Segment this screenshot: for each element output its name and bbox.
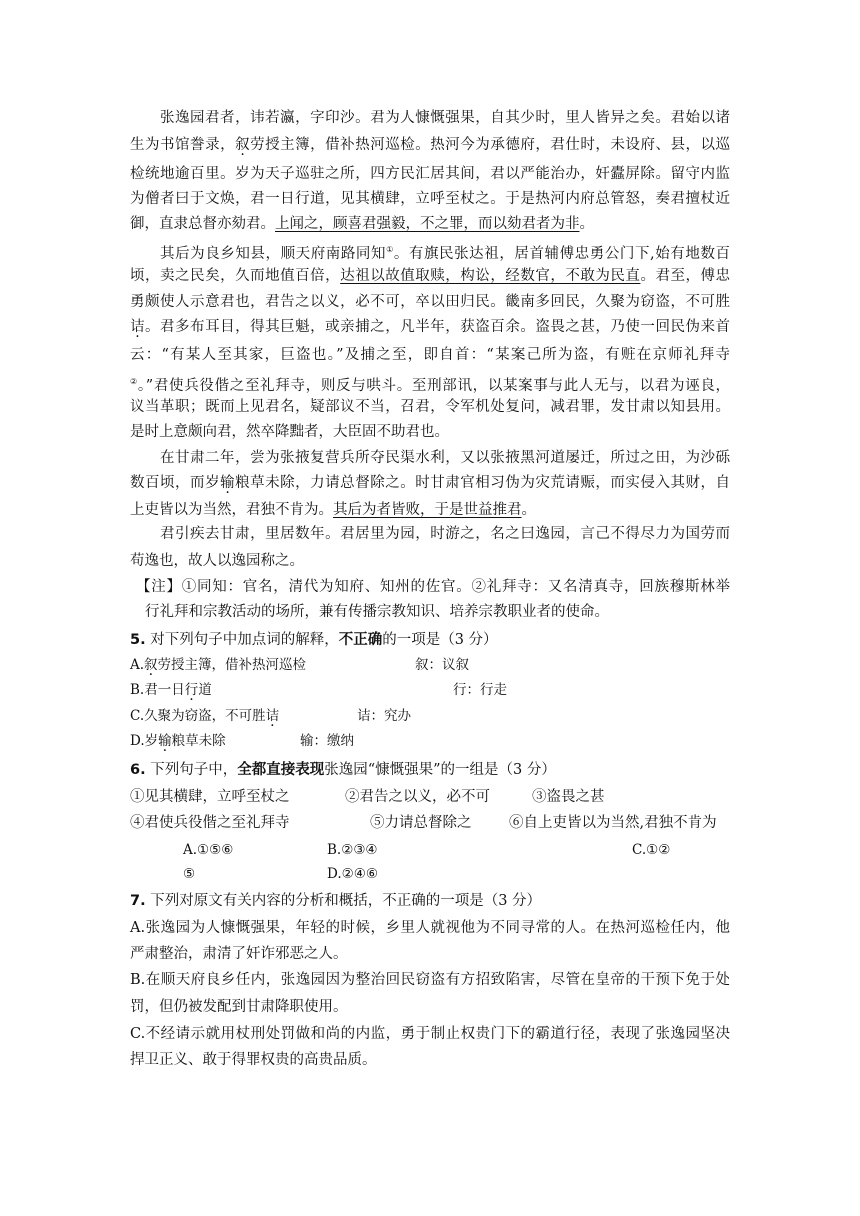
dotted-word: 叙 [235,137,251,153]
question-6-item: ⑥自上吏皆以为当然,君独不肯为 [509,815,717,831]
dotted-word: 行 [184,682,199,698]
dotted-word: 输 [220,475,236,491]
dotted-word: 输 [158,733,172,749]
footnote-marker: ② [130,377,138,386]
footnote-marker: ① [386,245,394,254]
question-5-stem: 5. 对下列句子中加点词的解释，不正确的一项是（3 分） [130,631,498,648]
question-7-option-c-cont: 捍卫正义、敢于得罪权贵的高贵品质。 [130,1052,377,1068]
question-5-gloss-d: 输：缴纳 [300,733,354,749]
question-7-option-a-cont: 严肃整治，肃清了奸诈邪恶之人。 [130,946,348,962]
question-5-option-c: C.久聚为窃盗，不可胜诘 [130,708,280,724]
question-6-option-a: A.①⑤⑥ [183,842,234,858]
question-6-option-b: B.②③④ [327,842,378,858]
question-5-option-a: A.叙劳授主簿，借补热河巡检 [130,657,307,673]
passage-line: 张逸园君者，讳若瀛，字印沙。君为人慷慨强果，自其少时，里人皆异之矣。君始以诸 [160,110,730,126]
question-7-option-b: B.在顺天府良乡任内，张逸园因为整治回民窃盗有方招致陷害，尽管在皇帝的干预下免于处 [130,972,730,988]
question-7-option-c: C.不经请示就用杖刑处罚做和尚的内监，勇于制止权贵门下的霸道行径，表现了张逸园坚决 [130,1026,730,1042]
question-5-gloss-b: 行：行走 [453,682,507,698]
question-5-gloss-a: 叙：议叙 [415,657,469,673]
passage-line: 苟逸也，故人以逸园称之。 [130,553,304,569]
passage-line: 是时上意颇向君，然卒降黜者，大臣固不助君也。 [130,424,449,440]
passage-line: 在甘肃二年，尝为张掖复营兵所夺民渠水利，又以张掖黑河道屡迁，所过之田，为沙砾 [160,450,730,466]
underlined-sentence: 其后为者皆败，于是世益推君 [333,502,522,518]
passage-line: 上吏皆以为当然，君独不肯为。其后为者皆败，于是世益推君。 [130,502,536,518]
question-6-option-c: C.①② [632,842,671,858]
passage-line: 君引疾去甘肃，里居数年。君居里为园，时游之，名之曰逸园，言己不得尽力为国劳而 [160,526,730,542]
passage-line: 生为书馆誊录，叙劳授主簿，借补热河巡检。热河今为承德府，君仕时，未设府、县，以巡 [130,137,731,153]
passage-line: 顷，卖之民矣，久而地值百倍，达祖以故值取赎，构讼，经数官，不敢为民直。君至，傅忠 [130,268,731,284]
question-6-option-d: D.②④⑥ [327,866,378,882]
question-6-item: ④君使兵役偕之至礼拜寺 [130,815,290,831]
passage-line: 议当革职；既而上见君名，疑部议不当，召君，令军机处复问，减君罪，发甘肃以知县用。 [130,399,730,415]
question-6-item: ③盗畏之甚 [532,789,605,805]
question-6-item: ②君告之以义，必不可 [345,789,490,805]
annotation-note: 行礼拜和宗教活动的场所，兼有传播宗教知识、培养宗教职业者的使命。 [145,604,609,620]
question-5-option-d: D.岁输粮草未除 [130,733,226,749]
annotation-note: 【注】①同知：官名，清代为知府、知州的佐官。②礼拜寺：又名清真寺，回族穆斯林举 [136,579,730,595]
question-5-gloss-c: 诘：究办 [357,708,411,724]
question-7-option-a: A.张逸园为人慷慨强果，年轻的时候，乡里人就视他为不同寻常的人。在热河巡检任内，他 [130,920,730,936]
passage-line: 其后为良乡知县，顺天府南路同知①。有旗民张达祖，居首辅傅忠勇公门下,始有地数百 [160,245,731,262]
passage-line: 勇颇使人示意君也，君告之以义，必不可，卒以田归民。畿南多回民，久聚为窃盗，不可胜 [130,294,730,310]
question-7-stem: 7. 下列对原文有关内容的分析和概括，不正确的一项是（3 分） [130,893,542,909]
question-5-option-b: B.君一日行道 [130,682,212,698]
dotted-word: 叙 [144,657,158,673]
passage-line: 数百顷，而岁输粮草未除，力请总督除之。时甘肃官相习伪为灾荒请赈，而实侵入其财，自 [130,475,731,491]
passage-line: 云：“有某人至其家，巨盗也。”及捕之至，即自首：“某案己所为盗，有赃在京师礼拜寺 [130,347,730,363]
question-6-stem: 6. 下列句子中，全都直接表现张逸园“慷慨强果”的一组是（3 分） [130,761,556,778]
passage-line: 御，直隶总督亦劾君。上闻之，顾喜君强毅，不之罪，而以劾君者为非。 [130,216,594,232]
question-7-option-b-cont: 罚，但仍被发配到甘肃降职使用。 [130,999,348,1015]
dotted-word: 诘 [130,319,146,335]
question-6-item: ①见其横肆，立呼至杖之 [130,789,290,805]
dotted-word: 诘 [265,708,280,724]
passage-line: 诘。君多布耳目，得其巨魁，或亲捕之，凡半年，获盗百余。盗畏之甚，乃使一回民伪来首 [130,319,730,335]
passage-line: 为僧者曰于文焕，君一日行道，见其横肆，立呼至杖之。于是热河内府总管怒，奏君擅杖近 [130,191,730,207]
question-6-item: ⑤力请总督除之 [370,815,472,831]
question-6-option-c-cont: ⑤ [183,866,196,882]
underlined-sentence: 达祖以故值取赎，构讼，经数官，不敢为民直 [340,268,641,284]
underlined-sentence: 上闻之，顾喜君强毅，不之罪，而以劾君者为非 [275,216,580,232]
passage-line: 检统地逾百里。岁为天子巡驻之所，四方民汇居其间，君以严能治办，奸蠹屏除。留守内监 [130,166,730,182]
passage-line: ②。”君使兵役偕之至礼拜寺，则反与哄斗。至刑部讯，以某案事与此人无与，以君为诬良， [130,377,730,394]
